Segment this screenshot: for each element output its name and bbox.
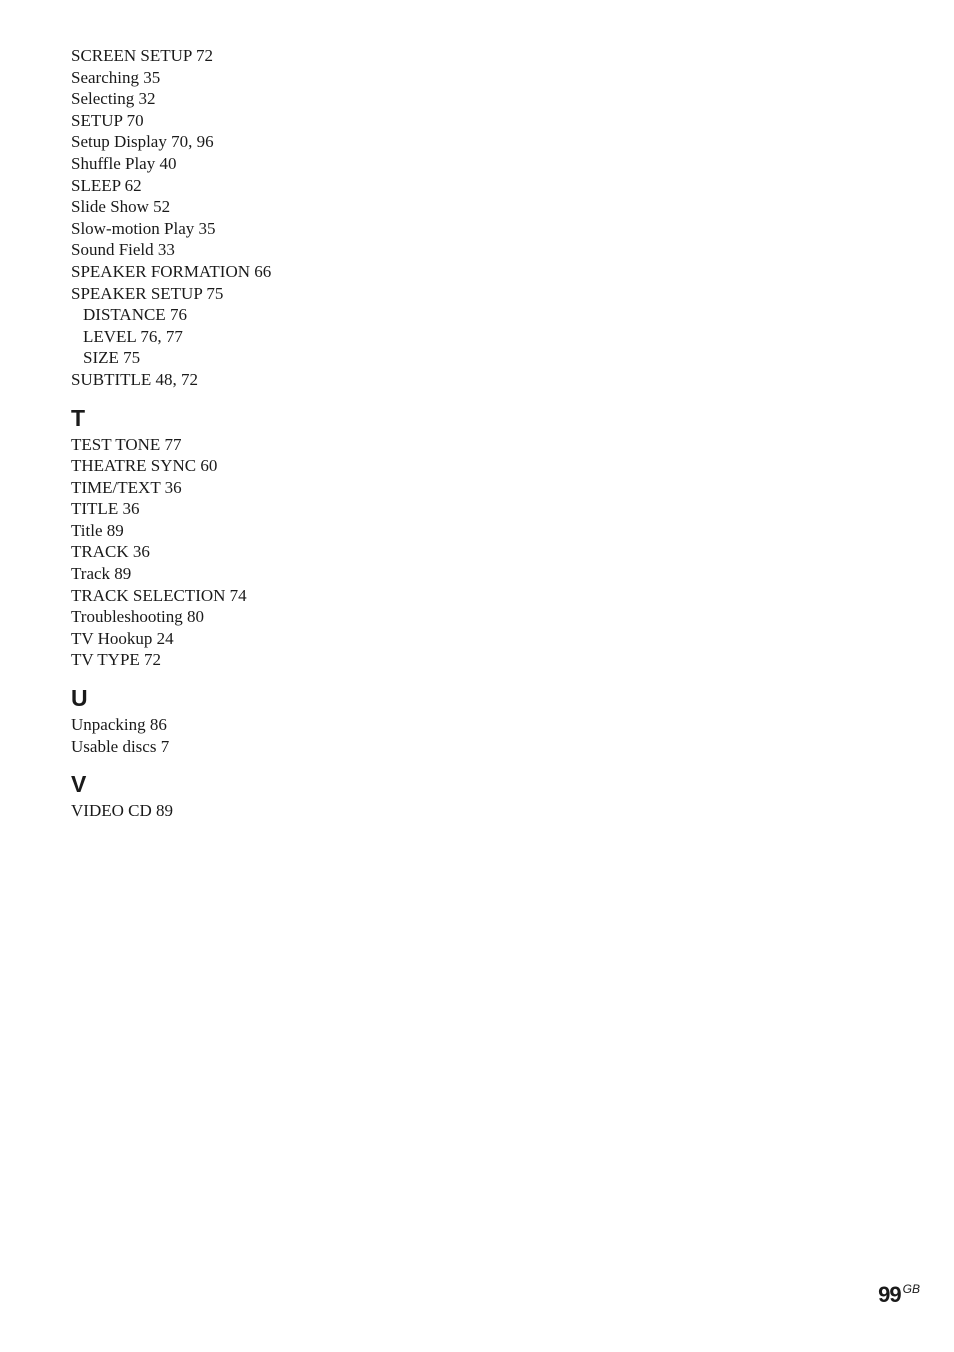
index-entry: TV Hookup 24 <box>71 628 174 648</box>
index-entry: Title 89 <box>71 520 124 540</box>
index-entry: Unpacking 86 <box>71 715 167 735</box>
index-entry: Sound Field 33 <box>71 240 175 260</box>
page-number-value: 99 <box>878 1282 901 1307</box>
index-letter-heading: V <box>71 771 87 798</box>
index-entry: Shuffle Play 40 <box>71 153 177 173</box>
index-entry: TRACK 36 <box>71 542 150 562</box>
index-letter-heading: U <box>71 685 88 712</box>
index-entry: THEATRE SYNC 60 <box>71 456 218 476</box>
index-entry: TV TYPE 72 <box>71 650 162 670</box>
index-entry: Setup Display 70, 96 <box>71 132 214 152</box>
page-number <box>878 1282 920 1308</box>
index-entry: TRACK SELECTION 74 <box>71 585 247 605</box>
index-letter-heading: T <box>71 404 86 431</box>
index-entry: Track 89 <box>71 564 132 584</box>
index-entry: SUBTITLE 48, 72 <box>71 369 199 389</box>
page-number-suffix: GB <box>902 1282 920 1296</box>
index-entry: TITLE 36 <box>71 499 140 519</box>
index-entry: SPEAKER SETUP 75 <box>71 283 224 303</box>
index-entry: Selecting 32 <box>71 89 156 109</box>
index-column <box>71 45 491 822</box>
index-entry: SPEAKER FORMATION 66 <box>71 261 272 281</box>
index-subentry: LEVEL 76, 77 <box>83 326 183 346</box>
index-entry: Searching 35 <box>71 67 161 87</box>
index-entry: TIME/TEXT 36 <box>71 477 182 497</box>
index-subentry: SIZE 75 <box>83 348 141 368</box>
index-entry: VIDEO CD 89 <box>71 801 173 821</box>
index-entry: Usable discs 7 <box>71 736 170 756</box>
index-entry: Slide Show 52 <box>71 197 171 217</box>
index-entry: Troubleshooting 80 <box>71 607 205 627</box>
index-entry: SCREEN SETUP 72 <box>71 46 214 65</box>
index-entry: TEST TONE 77 <box>71 434 182 454</box>
index-subentry: DISTANCE 76 <box>83 305 187 325</box>
index-entry: SETUP 70 <box>71 110 144 130</box>
index-entry: SLEEP 62 <box>71 175 142 195</box>
index-entry: Slow-motion Play 35 <box>71 218 216 238</box>
